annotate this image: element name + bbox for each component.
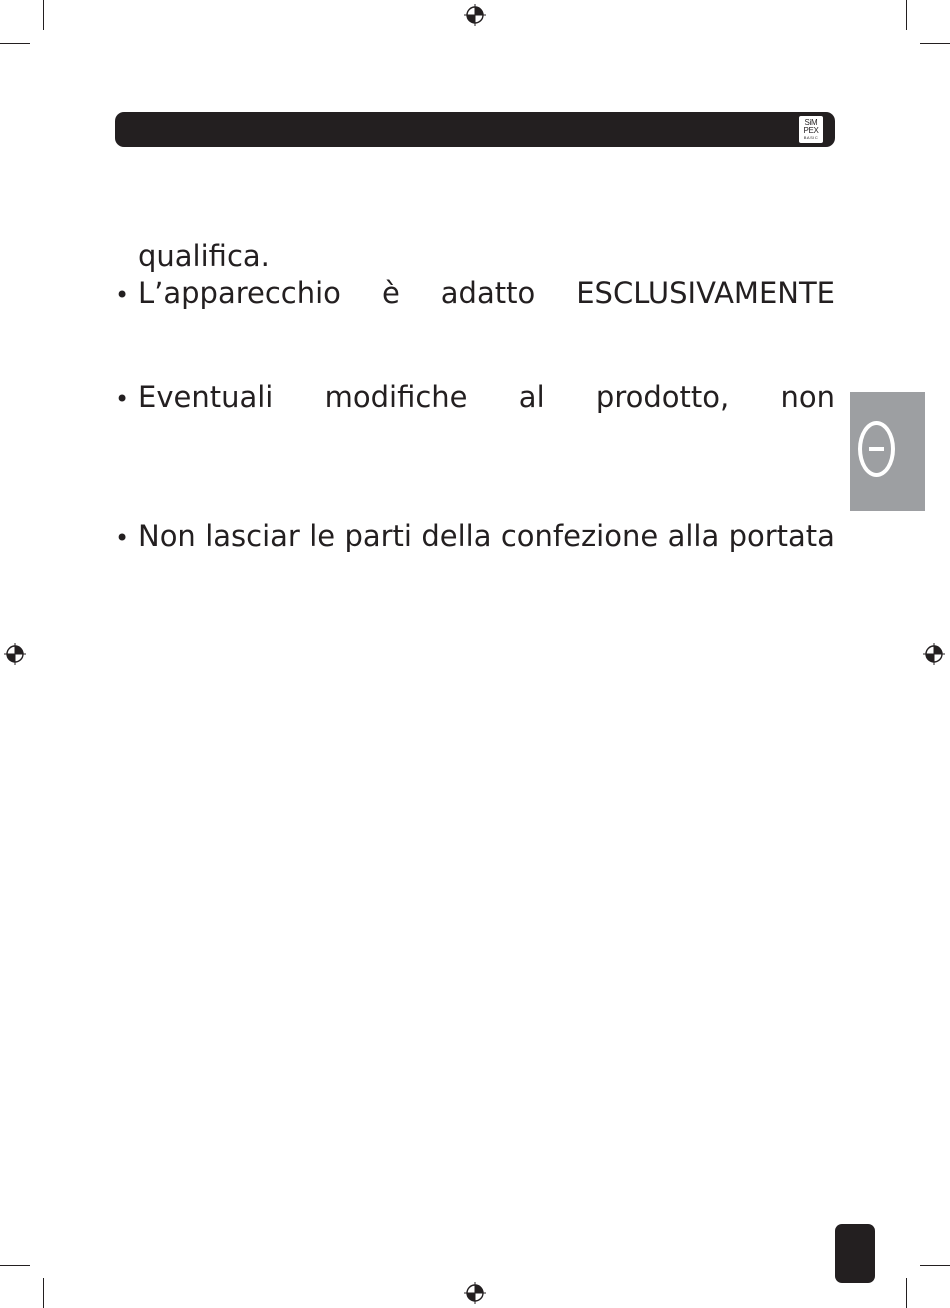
registration-mark-icon [923,643,945,665]
simpex-basic-logo [799,116,823,143]
word: Eventuali [138,380,274,414]
page-number-tab [835,1224,875,1283]
bullet-item-3 [115,519,835,553]
section-tab [850,392,925,511]
header-bar [115,112,835,147]
bullet-marker: • [115,385,130,413]
logo-line-1: SiM [804,118,818,127]
bullet-marker: • [115,281,130,309]
word: modifiche [324,380,468,414]
logo-line-2: PEX [803,126,819,135]
registration-mark-icon [464,4,486,26]
crop-mark-bottom-right-vertical [906,1278,907,1308]
word: le [309,519,336,553]
bullet-text [138,276,835,310]
bullet-text [138,519,835,553]
word: adatto [440,276,536,310]
word: lasciar [205,519,300,553]
registration-mark-icon [464,1282,486,1304]
word: alla [667,519,720,553]
crop-mark-bottom-left-horizontal [0,1265,30,1266]
word: non [780,380,835,414]
crop-mark-bottom-left-vertical [43,1278,44,1308]
bullet-marker: • [115,524,130,552]
bullet-item-1 [115,276,835,310]
word: della [421,519,492,553]
word: parti [344,519,412,553]
logo-line-3: BASIC [803,135,819,140]
bullet-text [138,380,835,414]
crop-mark-top-right-horizontal [920,43,950,44]
crop-mark-top-left-horizontal [0,43,30,44]
word: confezione [500,519,659,553]
word: è [381,276,400,310]
crop-mark-bottom-right-horizontal [920,1265,950,1266]
crop-mark-top-left-vertical [43,0,44,30]
crop-mark-top-right-vertical [906,0,907,30]
bullet-item-2 [115,380,835,414]
word: ESCLUSIVAMENTE [576,276,835,310]
continuation-line: qualifica. [138,239,270,273]
word: portata [728,519,835,553]
word: Non [138,519,196,553]
word: al [518,380,545,414]
word: prodotto, [595,380,730,414]
registration-mark-icon [4,643,26,665]
word: L’apparecchio [138,276,341,310]
minus-icon [869,447,884,451]
